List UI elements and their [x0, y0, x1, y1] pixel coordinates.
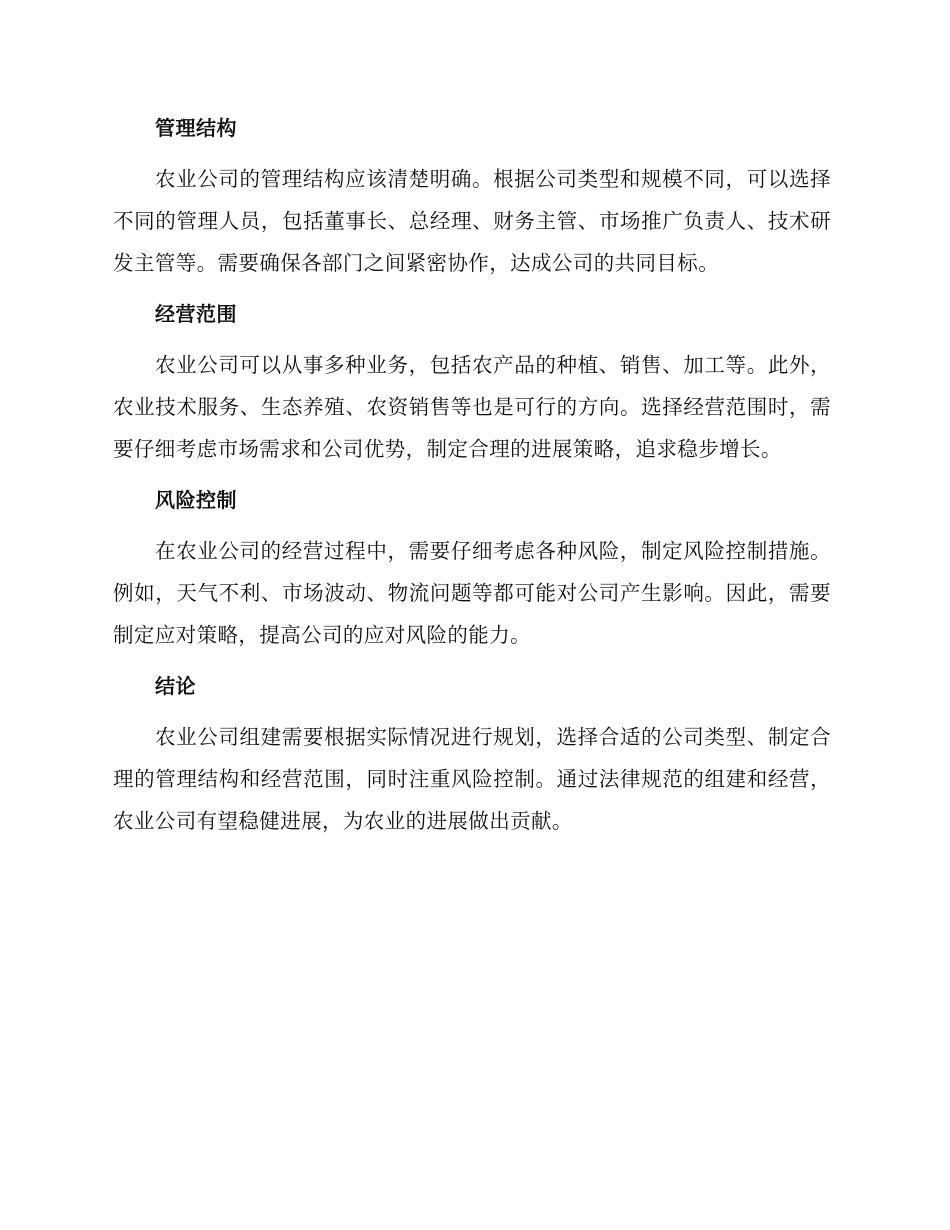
section-paragraph-conclusion: 农业公司组建需要根据实际情况进行规划，选择合适的公司类型、制定合理的管理结构和经营范围，同时注重风险控制。通过法律规范的组建和经营，农业公司有望稳健进展，为农业的进展做出贡献。: [113, 725, 831, 833]
section-paragraph-management-structure: 农业公司的管理结构应该清楚明确。根据公司类型和规模不同，可以选择不同的管理人员，包括董事长、总经理、财务主管、市场推广负责人、技术研发主管等。需要确保各部门之间紧密协作，达成公司的共同目标。: [113, 167, 831, 275]
section-heading-management-structure: 管理结构: [155, 116, 237, 140]
document-content: [113, 108, 831, 852]
section-paragraph-business-scope: 农业公司可以从事多种业务，包括农产品的种植、销售、加工等。此外，农业技术服务、生态养殖、农资销售等也是可行的方向。选择经营范围时，需要仔细考虑市场需求和公司优势，制定合理的进展策略，追求稳步增长。: [113, 353, 831, 461]
section-heading-business-scope: 经营范围: [155, 302, 237, 326]
section-heading-conclusion: 结论: [155, 674, 196, 698]
section-paragraph-risk-control: 在农业公司的经营过程中，需要仔细考虑各种风险，制定风险控制措施。例如，天气不利、市场波动、物流问题等都可能对公司产生影响。因此，需要制定应对策略，提高公司的应对风险的能力。: [113, 539, 831, 647]
section-heading-risk-control: 风险控制: [155, 488, 237, 512]
